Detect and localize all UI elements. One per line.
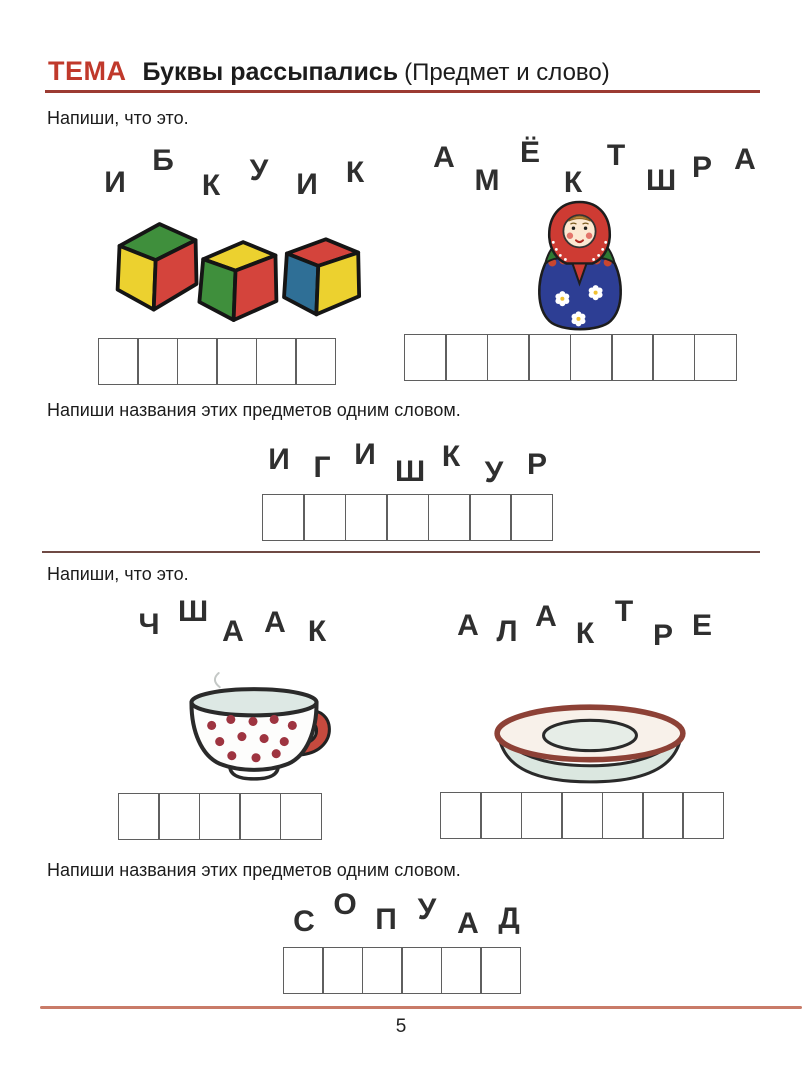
scattered-letter: И — [104, 166, 126, 199]
scattered-letter: Б — [152, 144, 174, 177]
answer-boxes-cup — [118, 793, 322, 840]
answer-letter-box[interactable] — [510, 494, 553, 541]
answer-letter-box[interactable] — [322, 947, 363, 994]
cup-illustration — [167, 671, 339, 790]
scattered-letter: И — [354, 438, 376, 471]
scattered-letter: А — [457, 907, 479, 940]
scattered-letter: М — [474, 164, 500, 197]
scattered-letter: А — [264, 606, 286, 639]
scattered-letter: О — [333, 888, 357, 921]
answer-letter-box[interactable] — [345, 494, 388, 541]
answer-letter-box[interactable] — [404, 334, 447, 381]
header-divider — [45, 90, 760, 93]
scattered-letter: Г — [313, 451, 331, 484]
scattered-letter: Ш — [395, 455, 426, 488]
scattered-letters-toys — [266, 438, 550, 489]
answer-letter-box[interactable] — [428, 494, 471, 541]
answer-letter-box[interactable] — [611, 334, 654, 381]
instruction-text: Напиши названия этих предметов одним словом. — [47, 400, 461, 420]
answer-letter-box[interactable] — [280, 793, 322, 840]
scattered-letter: А — [734, 143, 756, 176]
scattered-letter: Ш — [646, 164, 677, 197]
scattered-letter: Д — [498, 902, 520, 935]
scattered-letter: Р — [526, 448, 547, 481]
scattered-letter: К — [201, 169, 221, 202]
answer-letter-box[interactable] — [602, 792, 644, 839]
cubes-illustration — [110, 212, 362, 334]
scattered-letter: А — [535, 600, 557, 633]
scattered-letters-dishes — [291, 888, 522, 940]
answer-letter-box[interactable] — [177, 338, 218, 385]
answer-letter-box[interactable] — [239, 793, 281, 840]
answer-letter-box[interactable] — [303, 494, 346, 541]
matryoshka-illustration — [532, 199, 628, 336]
scattered-letter: У — [417, 893, 437, 926]
scattered-letter: Р — [652, 619, 673, 652]
answer-letter-box[interactable] — [262, 494, 305, 541]
scattered-letter: К — [575, 617, 595, 650]
plate-illustration — [485, 697, 695, 786]
scattered-letter: И — [296, 168, 318, 201]
answer-letter-box[interactable] — [441, 947, 482, 994]
page-header — [48, 56, 610, 87]
scattered-letter: И — [268, 443, 290, 476]
answer-letter-box[interactable] — [682, 792, 724, 839]
page-subtitle: (Предмет и слово) — [404, 59, 610, 86]
scattered-letter: Л — [496, 615, 518, 648]
page-number: 5 — [395, 1016, 407, 1037]
answer-boxes-matryoshka — [404, 334, 737, 381]
scattered-letters-cup — [136, 595, 330, 648]
answer-letter-box[interactable] — [652, 334, 695, 381]
section-divider — [42, 551, 760, 553]
scattered-letter: К — [441, 440, 461, 473]
answer-letter-box[interactable] — [158, 793, 200, 840]
answer-letter-box[interactable] — [295, 338, 336, 385]
scattered-letter: С — [293, 905, 315, 938]
answer-letter-box[interactable] — [570, 334, 613, 381]
scattered-letter: Ч — [138, 608, 160, 641]
answer-boxes-cubes — [98, 338, 336, 385]
answer-letter-box[interactable] — [256, 338, 297, 385]
answer-letter-box[interactable] — [401, 947, 442, 994]
scattered-letter: Т — [614, 595, 634, 628]
page-title: Буквы рассыпались — [142, 58, 399, 86]
scattered-letter: У — [249, 154, 269, 187]
answer-letter-box[interactable] — [137, 338, 178, 385]
scattered-letter: А — [222, 615, 244, 648]
answer-letter-box[interactable] — [469, 494, 512, 541]
instruction-text: Напиши названия этих предметов одним словом. — [47, 860, 461, 880]
scattered-letter: У — [484, 456, 504, 489]
answer-letter-box[interactable] — [98, 338, 139, 385]
answer-letter-box[interactable] — [694, 334, 737, 381]
answer-letter-box[interactable] — [440, 792, 482, 839]
scattered-letter: Ё — [519, 136, 541, 169]
scattered-letter: П — [375, 903, 397, 936]
answer-letter-box[interactable] — [216, 338, 257, 385]
answer-letter-box[interactable] — [561, 792, 603, 839]
scattered-letter: Е — [691, 609, 712, 642]
answer-letter-box[interactable] — [445, 334, 488, 381]
answer-letter-box[interactable] — [118, 793, 160, 840]
answer-letter-box[interactable] — [521, 792, 563, 839]
answer-letter-box[interactable] — [362, 947, 403, 994]
answer-letter-box[interactable] — [386, 494, 429, 541]
scattered-letter: К — [563, 166, 583, 199]
scattered-letter: А — [457, 609, 479, 642]
answer-letter-box[interactable] — [199, 793, 241, 840]
answer-letter-box[interactable] — [283, 947, 324, 994]
scattered-letter: А — [433, 141, 455, 174]
scattered-letters-matryoshka — [431, 136, 758, 199]
answer-boxes-plate — [440, 792, 724, 839]
scattered-letter: Т — [606, 139, 626, 172]
answer-boxes-toys — [262, 494, 553, 541]
answer-letter-box[interactable] — [642, 792, 684, 839]
footer-divider — [40, 1006, 802, 1009]
instruction-text: Напиши, что это. — [47, 564, 189, 584]
instruction-text: Напиши, что это. — [47, 108, 189, 128]
answer-letter-box[interactable] — [487, 334, 530, 381]
answer-letter-box[interactable] — [528, 334, 571, 381]
answer-boxes-dishes — [283, 947, 521, 994]
answer-letter-box[interactable] — [480, 792, 522, 839]
scattered-letters-plate — [455, 595, 715, 652]
scattered-letter: К — [307, 615, 327, 648]
scattered-letters-cubes — [102, 144, 368, 202]
answer-letter-box[interactable] — [480, 947, 521, 994]
scattered-letter: Р — [691, 151, 712, 184]
scattered-letter: Ш — [178, 595, 209, 628]
topic-label: ТЕМА — [48, 56, 127, 86]
scattered-letter: К — [345, 156, 365, 189]
